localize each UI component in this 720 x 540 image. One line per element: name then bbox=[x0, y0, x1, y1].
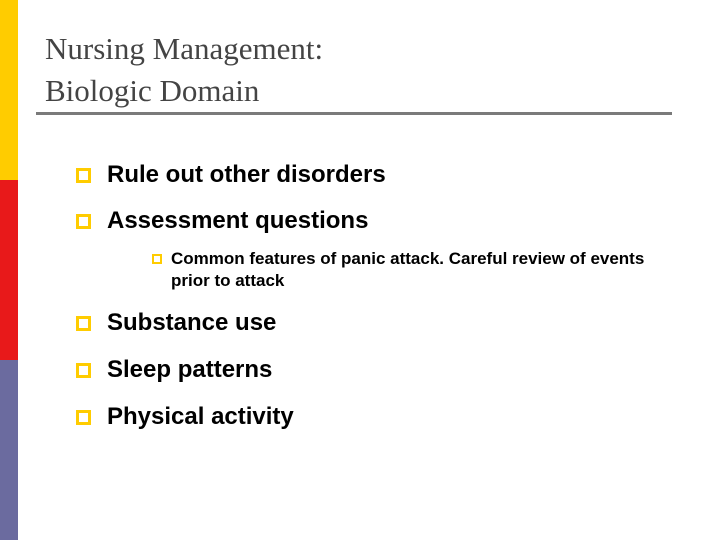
bullet-text: Rule out other disorders bbox=[107, 161, 386, 188]
slide-title-line-1: Nursing Management: bbox=[45, 31, 324, 66]
square-bullet-icon bbox=[76, 316, 91, 331]
square-bullet-icon bbox=[76, 410, 91, 425]
bullet-text: Substance use bbox=[107, 309, 277, 336]
sub-bullet-text: Common features of panic attack. Careful review of events prior to attack bbox=[171, 249, 645, 290]
accent-bar-yellow bbox=[0, 0, 18, 180]
bullet-sleep-patterns bbox=[76, 356, 272, 384]
slide-title-line-2: Biologic Domain bbox=[45, 73, 260, 108]
bullet-text: Physical activity bbox=[107, 403, 294, 430]
bullet-physical-activity bbox=[76, 403, 294, 431]
square-bullet-icon bbox=[76, 214, 91, 229]
bullet-rule-out-disorders bbox=[76, 161, 386, 189]
bullet-text: Assessment questions bbox=[107, 207, 369, 234]
square-bullet-icon bbox=[76, 168, 91, 183]
square-bullet-icon bbox=[152, 254, 162, 264]
slide-title bbox=[45, 28, 323, 112]
bullet-assessment-questions bbox=[76, 207, 368, 235]
accent-bar-red bbox=[0, 180, 18, 360]
accent-bar-purple bbox=[0, 360, 18, 540]
title-underline bbox=[36, 112, 672, 115]
bullet-text: Sleep patterns bbox=[107, 356, 273, 383]
bullet-substance-use bbox=[76, 309, 276, 337]
sub-bullet-panic-features bbox=[152, 248, 672, 292]
square-bullet-icon bbox=[76, 363, 91, 378]
